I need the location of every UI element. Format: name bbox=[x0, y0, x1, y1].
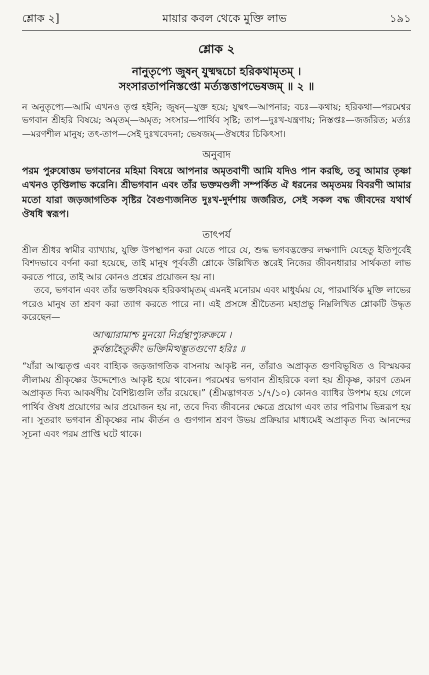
page-number: ১৯১ bbox=[389, 12, 411, 25]
purport-paragraph-1: শ্রীল শ্রীধর স্বামীর ব্যাখ্যায়, যুক্তি উপস্থাপন করা যেতে পারে যে, শুদ্ধ ভগবদ্ভক্তের লক্ষণাদি যেহেতু ইতিপূর্বেই বিশদভাবে বর্ণনা করা হয়েছে, তাই মানুষ পূর্ববর্তী শ্লোকে উল্লিখিত স্তরেই নিজের জীবনধারার সার্থকতা লাভ করতে পারে, তাই আর কোনও প্রশ্নের প্রয়োজন হয় না। bbox=[22, 246, 411, 283]
verse-block bbox=[22, 41, 411, 94]
purport-paragraph-3: “যাঁরা আত্মতৃপ্ত এবং বাহ্যিক জড়জাগতিক বাসনায় আকৃষ্ট নন, তাঁরাও অপ্রাকৃত গুণবিভূষিত ও বিস্ময়কর লীলাময় শ্রীকৃষ্ণের উদ্দেশ্যেও আকৃষ্ট হয়ে থাকেন। পরমেশ্বর ভগবান শ্রীহরিকে বলা হয় শ্রীকৃষ্ণ, কারণ তেমন অপ্রাকৃত দিব্য আকর্ষণীয় বৈশিষ্ট্যগুলি তাঁর রয়েছে।” (শ্রীমদ্ভাগবত ১/৭/১০) কোনও ব্যাধির উপশম হয়ে গেলে পার্থিব ঔষধ প্রয়োগের আর প্রয়োজন হয় না, তবে দিব্য জীবনের ক্ষেত্রে প্রয়োগ এবং তার পরিণাম ভিন্নরূপ হয় না। সুতরাং ভগবান শ্রীকৃষ্ণের নাম কীর্তন ও গুণগান শ্রবণ উভয় প্রক্রিয়ার মাধ্যমেই অপ্রাকৃত দিব্য আনন্দের সূচনা এবং পরম প্রাপ্তি ঘটে থাকে। bbox=[22, 362, 411, 440]
verse-line-1: নানুতৃপ্যে জুষন্‌ যুষ্মদ্বচো হরিকথামৃতম্‌ । bbox=[131, 65, 302, 78]
header-chapter-title: মায়ার কবল থেকে মুক্তি লাভ bbox=[162, 12, 287, 25]
header-verse-ref: শ্লোক ২] bbox=[22, 12, 60, 25]
purport-paragraph-2: তবে, ভগবান এবং তাঁর ভক্তবিষয়ক হরিকথামৃতম্‌ এমনই মনোরম এবং মাধুর্যময় যে, পারমার্থিক মুক্তি লাভের পরেও মানুষ তা শ্রবণ করা ত্যাগ করতে পারে না। এই প্রসঙ্গে শ্রীচৈতন্য মহাপ্রভু নিম্নলিখিত শ্লোকটি উদ্ধৃত করেছেন— bbox=[22, 286, 411, 324]
quoted-verse bbox=[22, 329, 411, 357]
translation-title: অনুবাদ bbox=[202, 150, 231, 162]
purport-title: তাৎপর্য bbox=[202, 230, 231, 242]
quoted-verse-line-1: আত্মারামাশ্চ মুনয়ো নির্গ্রন্থাপ্যুরুক্রমে । bbox=[92, 330, 232, 342]
verse-heading: শ্লোক ২ bbox=[198, 42, 235, 56]
purport-body bbox=[22, 245, 411, 325]
purport-final bbox=[22, 361, 411, 441]
translation-text: পরম পুরুষোত্তম ভগবানের মহিমা বিষয়ে আপনার অমৃতবাণী আমি যদিও পান করছি, তবু আমার তৃষ্ণা এখনও তৃপ্তিলাভ করেনি। শ্রীভগবান এবং তাঁর ভক্তমণ্ডলী সম্পর্কিত ঐ ধরনের অমৃতময় বিবরণী আমার মতো যারা জড়জাগতিক সৃষ্টির বৈগুণ্যজনিত দুঃখ-দুর্দশায় জর্জরিত, সেই সকল বদ্ধ জীবদের যথার্থ ঔষধি স্বরূপ। bbox=[22, 166, 411, 220]
verse-line-2: সংসারতাপনিস্তপ্তো মর্ত্যস্তত্তাপভেষজম্‌ ॥ ২ ॥ bbox=[118, 80, 315, 93]
quoted-verse-line-2: কুর্বন্ত্যহৈতুকীং ভক্তিমিত্থম্ভূতগুণো হরিঃ ॥ bbox=[92, 344, 245, 356]
page-header bbox=[22, 10, 411, 31]
synonyms: ন অনুতৃপ্যে—আমি এখনও তৃপ্ত হইনি; জুষন্‌—যুক্ত হয়ে; যুষ্মৎ—আপনার; বচঃ—কথায়; হরিকথা—পরমেশ্বর ভগবান শ্রীহরি বিষয়ে; অমৃতম্‌—অমৃত; সংসার—পার্থিব সৃষ্টি; তাপ—দুঃখ-যন্ত্রণায়; নিস্তপ্তঃ—জর্জরিত; মর্ত্যঃ—মরণশীল মানুষ; তৎ-তাপ—সেই দুঃখবেদনা; ভেষজম্‌—ঔষধের চিকিৎসা। bbox=[22, 103, 411, 140]
